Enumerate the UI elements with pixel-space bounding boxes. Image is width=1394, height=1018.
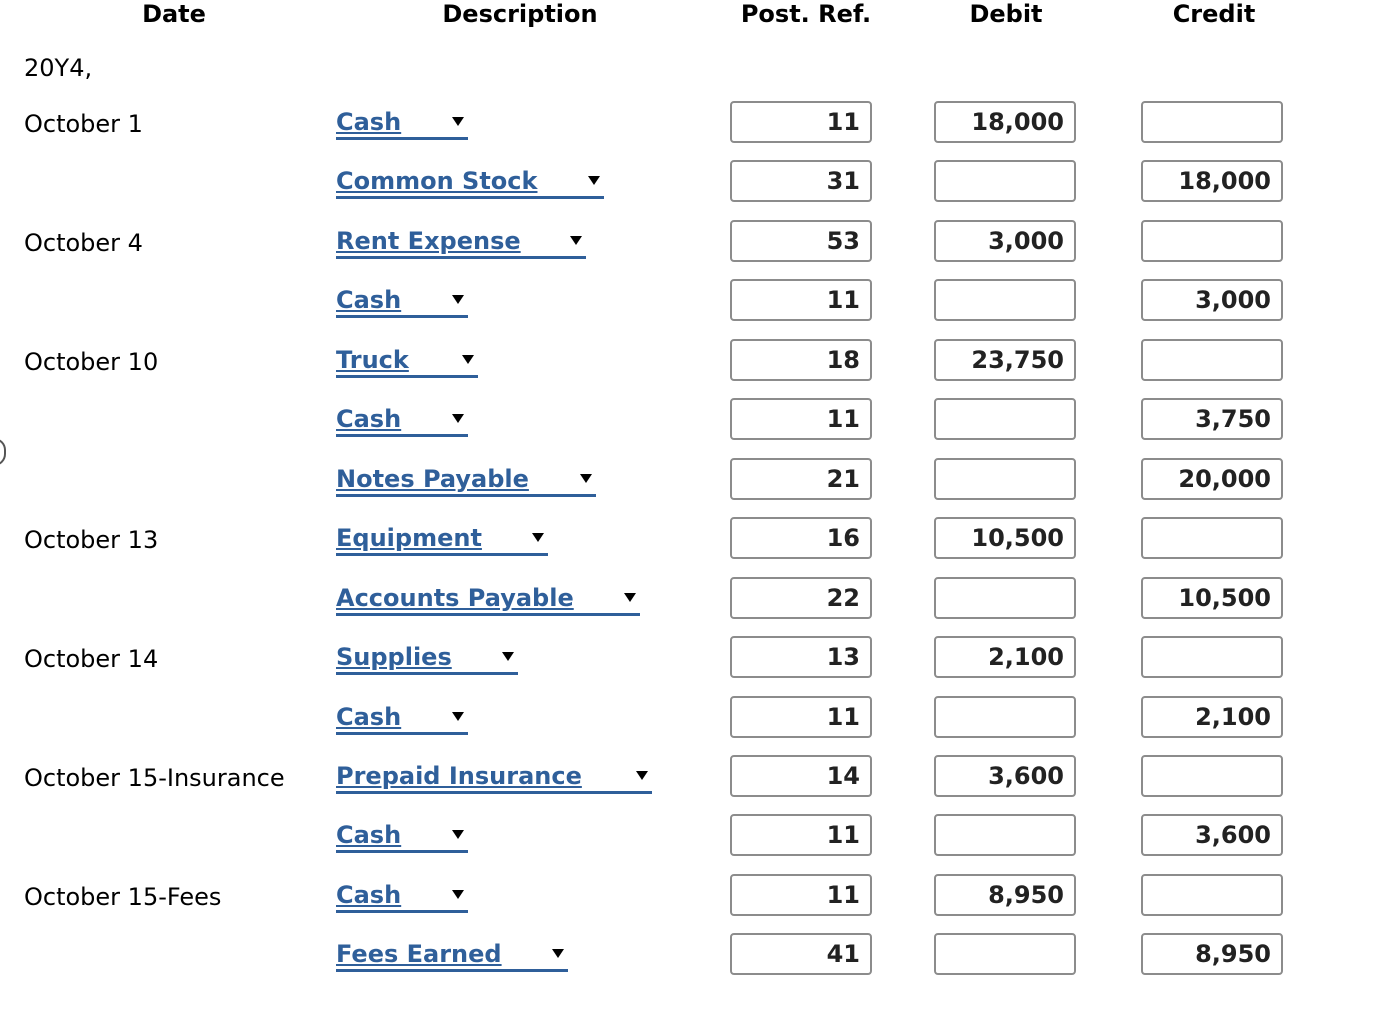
debit-input[interactable]: 3,600 xyxy=(934,755,1076,797)
account-select[interactable] xyxy=(336,584,640,616)
date-label: October 13 xyxy=(24,526,159,554)
chevron-down-icon xyxy=(570,236,582,245)
debit-input[interactable] xyxy=(934,398,1076,440)
credit-input[interactable]: 8,950 xyxy=(1141,933,1283,975)
post-ref-input[interactable]: 22 xyxy=(730,577,872,619)
header-post-ref: Post. Ref. xyxy=(740,0,872,28)
post-ref-input[interactable]: 18 xyxy=(730,339,872,381)
account-select[interactable] xyxy=(336,405,468,437)
debit-input[interactable] xyxy=(934,933,1076,975)
account-select[interactable] xyxy=(336,108,468,140)
credit-input[interactable] xyxy=(1141,517,1283,559)
chevron-down-icon xyxy=(452,830,464,839)
account-select-value: Cash xyxy=(336,108,402,136)
chevron-down-icon xyxy=(502,652,514,661)
chevron-down-icon xyxy=(462,355,474,364)
credit-input[interactable] xyxy=(1141,636,1283,678)
account-select-value: Cash xyxy=(336,405,402,433)
date-label: October 15-Insurance xyxy=(24,764,285,792)
debit-input[interactable]: 18,000 xyxy=(934,101,1076,143)
date-label: October 15-Fees xyxy=(24,883,222,911)
header-description: Description xyxy=(442,0,598,28)
account-select[interactable] xyxy=(336,643,518,675)
chevron-down-icon xyxy=(452,414,464,423)
debit-input[interactable] xyxy=(934,577,1076,619)
post-ref-input[interactable]: 11 xyxy=(730,874,872,916)
post-ref-input[interactable]: 16 xyxy=(730,517,872,559)
credit-input[interactable] xyxy=(1141,220,1283,262)
chevron-down-icon xyxy=(452,890,464,899)
account-select[interactable] xyxy=(336,286,468,318)
debit-input[interactable]: 23,750 xyxy=(934,339,1076,381)
account-select[interactable] xyxy=(336,881,468,913)
account-select-value: Prepaid Insurance xyxy=(336,762,582,790)
debit-input[interactable]: 8,950 xyxy=(934,874,1076,916)
account-select[interactable] xyxy=(336,940,568,972)
year-label: 20Y4, xyxy=(24,54,93,82)
date-label: October 10 xyxy=(24,348,159,376)
account-select-value: Common Stock xyxy=(336,167,538,195)
chevron-down-icon xyxy=(624,593,636,602)
account-select[interactable] xyxy=(336,762,652,794)
post-ref-input[interactable]: 11 xyxy=(730,814,872,856)
account-select[interactable] xyxy=(336,346,478,378)
debit-input[interactable] xyxy=(934,458,1076,500)
account-select-value: Cash xyxy=(336,703,402,731)
credit-input[interactable]: 3,600 xyxy=(1141,814,1283,856)
chevron-down-icon xyxy=(552,949,564,958)
account-select-value: Equipment xyxy=(336,524,482,552)
credit-input[interactable]: 3,750 xyxy=(1141,398,1283,440)
header-debit: Debit xyxy=(969,0,1043,28)
date-label: October 4 xyxy=(24,229,143,257)
credit-input[interactable] xyxy=(1141,339,1283,381)
debit-input[interactable]: 10,500 xyxy=(934,517,1076,559)
account-select[interactable] xyxy=(336,465,596,497)
account-select-value: Cash xyxy=(336,881,402,909)
account-select[interactable] xyxy=(336,167,604,199)
credit-input[interactable] xyxy=(1141,874,1283,916)
post-ref-input[interactable]: 53 xyxy=(730,220,872,262)
account-select-value: Notes Payable xyxy=(336,465,529,493)
chevron-down-icon xyxy=(580,474,592,483)
credit-input[interactable]: 10,500 xyxy=(1141,577,1283,619)
post-ref-input[interactable]: 11 xyxy=(730,279,872,321)
side-handle-icon xyxy=(0,438,6,466)
chevron-down-icon xyxy=(452,295,464,304)
debit-input[interactable] xyxy=(934,160,1076,202)
chevron-down-icon xyxy=(532,533,544,542)
account-select-value: Truck xyxy=(336,346,409,374)
debit-input[interactable] xyxy=(934,696,1076,738)
account-select-value: Cash xyxy=(336,286,402,314)
account-select[interactable] xyxy=(336,227,586,259)
post-ref-input[interactable]: 31 xyxy=(730,160,872,202)
post-ref-input[interactable]: 41 xyxy=(730,933,872,975)
account-select-value: Accounts Payable xyxy=(336,584,574,612)
account-select-value: Supplies xyxy=(336,643,452,671)
date-label: October 14 xyxy=(24,645,159,673)
chevron-down-icon xyxy=(452,117,464,126)
post-ref-input[interactable]: 14 xyxy=(730,755,872,797)
account-select-value: Cash xyxy=(336,821,402,849)
chevron-down-icon xyxy=(636,771,648,780)
credit-input[interactable]: 3,000 xyxy=(1141,279,1283,321)
credit-input[interactable]: 2,100 xyxy=(1141,696,1283,738)
header-date: Date xyxy=(142,0,206,28)
debit-input[interactable] xyxy=(934,279,1076,321)
account-select[interactable] xyxy=(336,703,468,735)
credit-input[interactable]: 20,000 xyxy=(1141,458,1283,500)
post-ref-input[interactable]: 11 xyxy=(730,101,872,143)
header-credit: Credit xyxy=(1172,0,1256,28)
credit-input[interactable] xyxy=(1141,755,1283,797)
credit-input[interactable] xyxy=(1141,101,1283,143)
chevron-down-icon xyxy=(588,176,600,185)
account-select-value: Rent Expense xyxy=(336,227,521,255)
account-select[interactable] xyxy=(336,524,548,556)
debit-input[interactable]: 3,000 xyxy=(934,220,1076,262)
post-ref-input[interactable]: 13 xyxy=(730,636,872,678)
debit-input[interactable]: 2,100 xyxy=(934,636,1076,678)
post-ref-input[interactable]: 21 xyxy=(730,458,872,500)
post-ref-input[interactable]: 11 xyxy=(730,696,872,738)
post-ref-input[interactable]: 11 xyxy=(730,398,872,440)
date-label: October 1 xyxy=(24,110,143,138)
account-select-value: Fees Earned xyxy=(336,940,502,968)
account-select[interactable] xyxy=(336,821,468,853)
credit-input[interactable]: 18,000 xyxy=(1141,160,1283,202)
chevron-down-icon xyxy=(452,712,464,721)
debit-input[interactable] xyxy=(934,814,1076,856)
